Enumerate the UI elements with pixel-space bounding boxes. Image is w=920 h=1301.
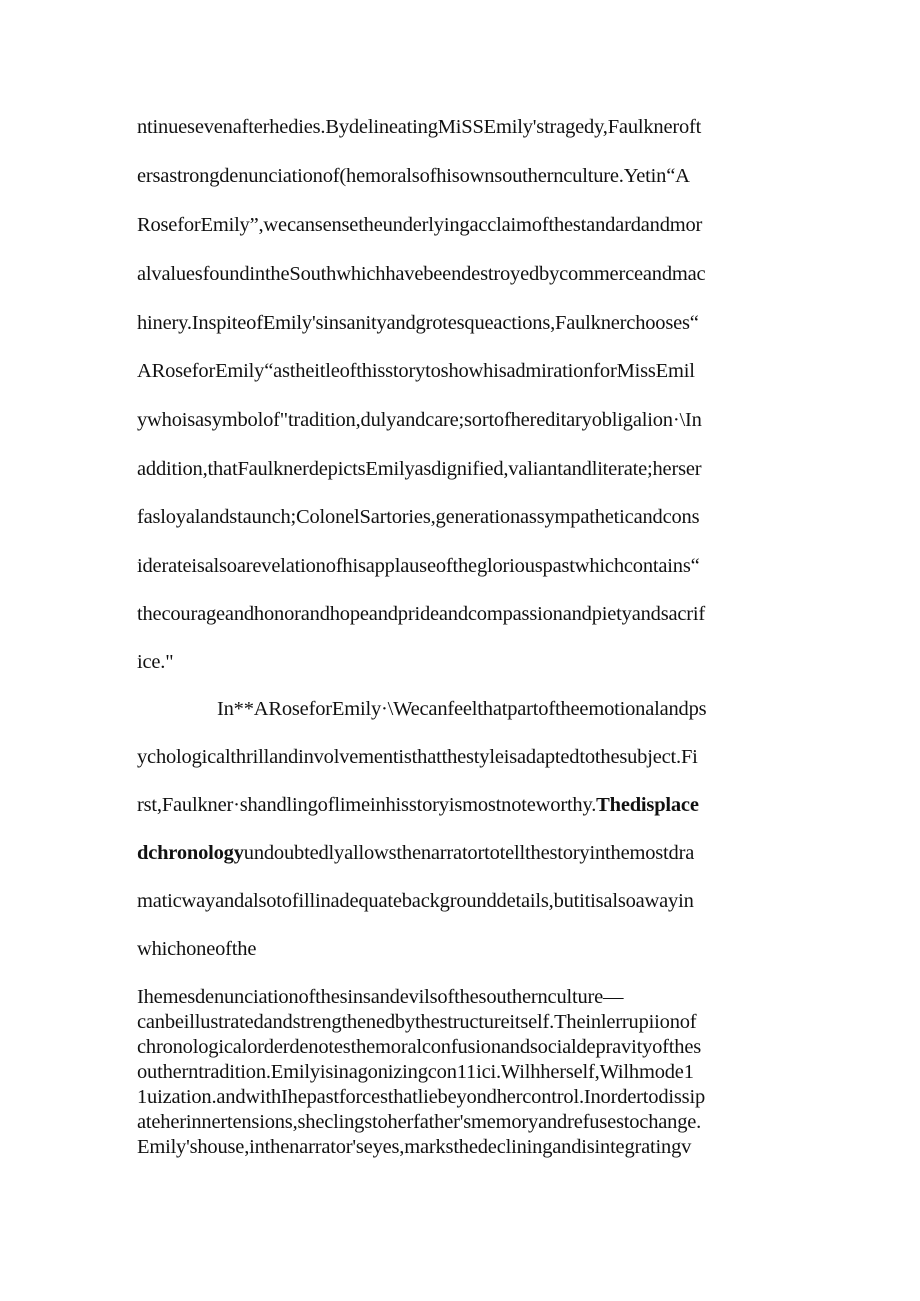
bold-phrase: dchronology: [137, 842, 244, 864]
text-line: In**ARoseforEmily·\Wecanfeelthatpartoftheemotionalandps: [217, 698, 707, 720]
text-line: Emily'shouse,inthenarrator'seyes,marksthedecliningandisintegratingv: [137, 1136, 692, 1158]
text-line: Ihemesdenunciationofthesinsandevilsofthesouthernculture—: [137, 986, 624, 1008]
text-line: ateherinnertensions,sheclingstoherfather'smemoryandrefusestochange.: [137, 1111, 702, 1133]
text-line: ice.": [137, 651, 174, 673]
text-line: ersastrongdenunciationof(hemoralsofhisownsouthernculture.Yetin“A: [137, 165, 690, 187]
text-line: maticwayandalsotofillinadequatebackgrounddetails,butitisalsoawayin: [137, 890, 694, 912]
text-line: outherntradition.Emilyisinagonizingcon11ici.Wilhherself,Wilhmode1: [137, 1061, 694, 1083]
text-line: addition,thatFaulknerdepictsEmilyasdignified,valiantandliterate;herser: [137, 458, 702, 480]
text-line: iderateisalsoarevelationofhisapplauseofthegloriouspastwhichcontains“: [137, 555, 700, 577]
text-line: chronologicalorderdenotesthemoralconfusionandsocialdepravityofthes: [137, 1036, 702, 1058]
text-line: [137, 793, 797, 817]
text-line: [137, 841, 797, 865]
text-line: alvaluesfoundintheSouthwhichhavebeendestroyedbycommerceandmac: [137, 263, 706, 285]
text-span: undoubtedlyallowsthenarratortotellthestoryinthemostdra: [243, 842, 695, 864]
text-line: ARoseforEmily“astheitleofthisstorytoshowhisadmirationforMissEmil: [137, 360, 695, 382]
text-line: fasloyalandstaunch;ColonelSartories,generationassympatheticandcons: [137, 506, 700, 528]
text-line: hinery.InspiteofEmily'sinsanityandgrotesqueactions,Faulknerchooses“: [137, 312, 699, 334]
text-line: 1uization.andwithIhepastforcesthatliebeyondhercontrol.Inordertodissip: [137, 1086, 705, 1108]
text-line: whichoneofthe: [137, 938, 257, 960]
text-line: ntinuesevenafterhedies.BydelineatingMiSSEmily'stragedy,Faulkneroft: [137, 116, 702, 138]
text-line: ywhoisasymbolof"tradition,dulyandcare;sortofhereditaryobligalion·\In: [137, 409, 702, 431]
text-line: canbeillustratedandstrengthenedbythestructureitself.Theinlerrupiionof: [137, 1011, 697, 1033]
bold-phrase: Thedisplace: [596, 794, 699, 816]
text-line: thecourageandhonorandhopeandprideandcompassionandpietyandsacrif: [137, 603, 706, 625]
text-line: ychologicalthrillandinvolvementisthatthestyleisadaptedtothesubject.Fi: [137, 746, 698, 768]
text-line: RoseforEmily”,wecansensetheunderlyingacclaimofthestandardandmor: [137, 214, 703, 236]
text-span: rst,Faulkner·shandlingoflimeinhisstoryismostnoteworthy.: [137, 794, 597, 816]
